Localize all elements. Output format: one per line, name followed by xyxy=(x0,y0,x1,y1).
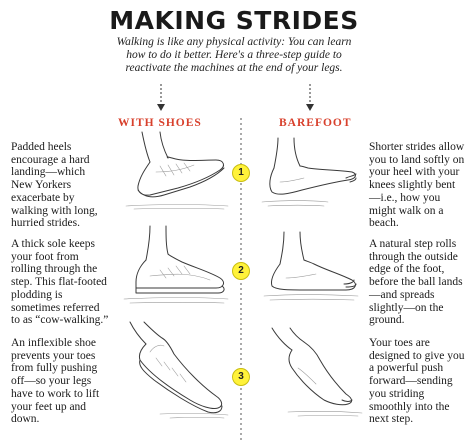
barefoot-step-1-text: Shorter strides allow you to land softly on your heel with your knees slightly bent—i.e., how you might walk on a beach. xyxy=(369,141,465,230)
shoe-heel-strike-illustration xyxy=(120,132,230,212)
arrow-down-left-icon xyxy=(156,84,166,112)
step-badge-2: 2 xyxy=(232,262,250,280)
column-heading-barefoot: BAREFOOT xyxy=(279,117,352,129)
column-heading-with-shoes: WITH SHOES xyxy=(118,117,202,129)
barefoot-heel-landing-illustration xyxy=(258,138,366,210)
shoes-step-3-text: An inflexible shoe prevents your toes from fully pushing off—so your legs have to work to lift your feet up and down. xyxy=(11,337,100,426)
barefoot-step-3-text: Your toes are designed to give you a powerful push forward—sending you striding smoothly into the next step. xyxy=(369,337,465,426)
step-badge-3: 3 xyxy=(232,368,250,386)
arrow-down-right-icon xyxy=(305,84,315,112)
step-badge-1: 1 xyxy=(232,164,250,182)
shoe-flat-foot-illustration xyxy=(120,226,230,306)
barefoot-toe-push-illustration xyxy=(258,328,366,420)
shoes-step-1-text: Padded heels encourage a hard landing—which New Yorkers exacerbate by walking with long, hurried strides. xyxy=(11,141,98,230)
shoes-step-2-text: A thick sole keeps your foot from rolling through the step. This flat-footed plodding is sometimes referred to as “cow-walking.” xyxy=(11,238,109,327)
barefoot-step-2-text: A natural step rolls through the outside edge of the foot, before the ball lands—and spreads slightly—on the ground. xyxy=(369,238,463,327)
barefoot-roll-through-illustration xyxy=(258,232,366,304)
page-title: MAKING STRIDES xyxy=(109,6,359,35)
shoe-toe-off-illustration xyxy=(120,322,230,422)
subtitle: Walking is like any physical activity: You can learn how to do it better. Here's a three-step guide to reactivate the machines at the end of your legs. xyxy=(116,36,352,74)
